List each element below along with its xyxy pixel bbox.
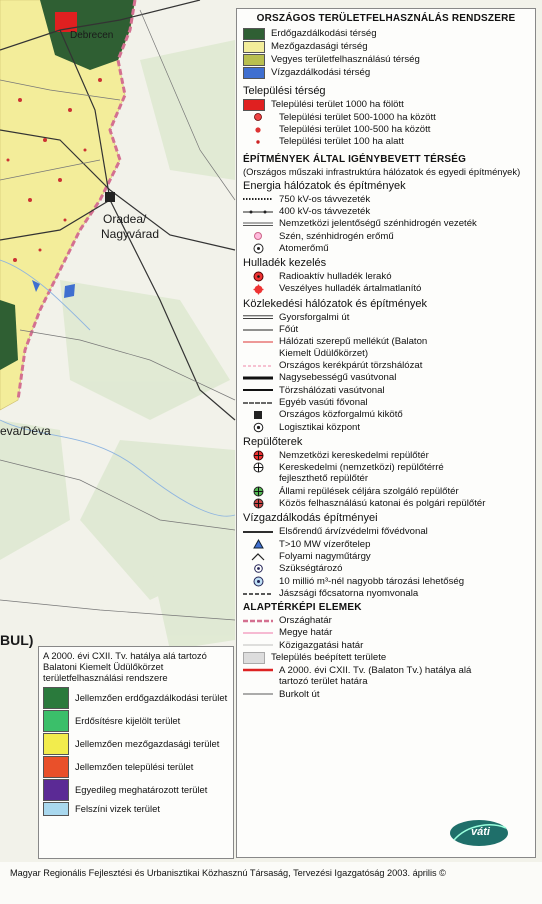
county-line-icon <box>243 627 273 638</box>
legend-label: Főút <box>279 324 299 335</box>
large-dot-icon <box>243 112 273 123</box>
legend-label: Hálózati szerepű mellékút (Balaton Kiemelt Üdülőkörzet) <box>279 336 428 359</box>
legend-row-transport <box>243 422 529 433</box>
border-line-icon <box>243 615 273 626</box>
map-legend <box>236 8 536 858</box>
legend-row-transport <box>243 336 529 359</box>
legend-row-settlement <box>243 112 529 123</box>
legend-row-transport <box>243 324 529 335</box>
thin-line-icon <box>243 324 273 335</box>
legend-row-land-use <box>243 54 529 66</box>
legend-row-settlement <box>243 136 529 147</box>
legend-row-base <box>243 652 529 664</box>
vati-logo <box>448 818 510 848</box>
thick-black-line-icon <box>243 372 273 383</box>
legend-label: Vízgazdálkodási térség <box>271 67 371 79</box>
legend-row-transport <box>243 409 529 420</box>
legend-row-transport <box>243 397 529 408</box>
legend-row-energy <box>243 206 529 217</box>
legend-label: Település beépített területe <box>271 652 387 664</box>
small-dot-icon <box>243 137 273 148</box>
legend-label: Logisztikai központ <box>279 421 361 433</box>
legend-label: Közigazgatási határ <box>279 639 364 651</box>
legend-row-airport <box>243 498 529 509</box>
hazard-icon <box>243 284 273 295</box>
legend-title: ORSZÁGOS TERÜLETFELHASZNÁLÁS RENDSZERE <box>256 13 516 24</box>
legend-label: Erdőgazdálkodási térség <box>271 28 377 40</box>
legend-label: Elsőrendű árvízvédelmi fővédvonal <box>279 526 428 538</box>
admin-line-icon <box>243 640 273 651</box>
legend-label: Országhatár <box>279 614 332 626</box>
hydro-icon <box>243 539 273 550</box>
legend-label: Nagysebességű vasútvonal <box>279 372 397 384</box>
legend-label: Közös felhasználású katonai és polgári repülőtér <box>279 498 486 510</box>
airport-green-icon <box>243 486 273 497</box>
city-label-deva: eva/Déva <box>0 424 51 438</box>
legend-row-water <box>243 563 529 574</box>
inset-row <box>43 687 229 709</box>
legend-row-transport <box>243 372 529 383</box>
settlement-title: Települési térség <box>243 84 326 97</box>
airports-title: Repülőterek <box>243 435 303 448</box>
radioactive-icon <box>243 271 273 282</box>
legend-label: 10 millió m³-nél nagyobb tározási lehetőség <box>279 575 465 587</box>
legend-label: Nemzetközi jelentőségű szénhidrogén vezeték <box>279 218 477 230</box>
land-use-list <box>243 28 529 79</box>
mixed-swatch <box>243 54 265 66</box>
dash-line-icon <box>243 588 273 599</box>
waste-title: Hulladék kezelés <box>243 257 327 270</box>
inset-row <box>43 733 229 755</box>
thin-rail-line-icon <box>243 397 273 408</box>
base-title: ALAPTÉRKÉPI ELEMEK <box>243 602 362 614</box>
legend-row-settlement <box>243 124 529 135</box>
city-label-nagyvarad: Nagyvárad <box>101 227 160 241</box>
legend-row-transport <box>243 312 529 323</box>
inset-label: Jellemzően települési terület <box>75 761 194 773</box>
inset-label: Erdősítésre kijelölt terület <box>75 715 181 727</box>
legend-label: Mezőgazdasági térség <box>271 41 368 53</box>
legend-row-water <box>243 539 529 550</box>
footer-credit <box>0 862 542 904</box>
energy-title: Energia hálózatok és építmények <box>243 179 406 192</box>
airport-red-icon <box>243 450 273 461</box>
legend-row-transport <box>243 385 529 396</box>
country-label-bulgaria: BUL) <box>0 632 34 648</box>
red-square-icon <box>243 99 265 111</box>
legend-label: Veszélyes hulladék ártalmatlanító <box>279 283 422 295</box>
legend-row-energy <box>243 243 529 254</box>
legend-label: A 2000. évi CXII. Tv. (Balaton Tv.) hatálya alá tartozó terület határa <box>279 664 472 688</box>
grey-box-icon <box>243 652 265 664</box>
water-swatch <box>243 67 265 79</box>
legend-label: Országos közforgalmú kikötő <box>279 409 403 421</box>
inset-label: Felszíni vizek terület <box>75 803 160 815</box>
water-title: Vízgazdálkodás építményei <box>243 512 378 525</box>
legend-row-base <box>243 689 529 700</box>
inset-agriculture-swatch <box>43 733 69 755</box>
legend-row-water <box>243 576 529 587</box>
inset-row <box>43 756 229 778</box>
legend-row-land-use <box>243 41 529 53</box>
legend-label: T>10 MW vízerőtelep <box>279 538 371 550</box>
balaton-inset-legend <box>38 646 234 859</box>
logo-text: váti <box>471 826 490 838</box>
forest-swatch <box>243 28 265 40</box>
legend-label: 750 kV-os távvezeték <box>279 193 371 205</box>
agriculture-swatch <box>243 41 265 53</box>
legend-row-airport <box>243 462 529 485</box>
port-icon <box>243 409 273 420</box>
legend-row-water <box>243 526 529 537</box>
thick-line-icon <box>243 526 273 537</box>
inset-row <box>43 802 229 816</box>
red-thin-line-icon <box>243 336 273 347</box>
legend-label: Törzshálózati vasútvonal <box>279 384 385 396</box>
legend-row-waste <box>243 271 529 282</box>
medium-dot-icon <box>243 124 273 135</box>
infra-subtitle: (Országos műszaki infrastruktúra hálózatok és egyedi építmények) <box>243 165 521 177</box>
inset-title: A 2000. évi CXII. Tv. hatálya alá tartozó Balatoni Kiemelt Üdülőkörzet területfelhasználási rendszere <box>43 650 207 683</box>
inset-forest-swatch <box>43 687 69 709</box>
legend-label: Egyéb vasúti fővonal <box>279 396 368 408</box>
legend-row-waste <box>243 283 529 294</box>
inset-settlement-swatch <box>43 756 69 778</box>
legend-row-airport <box>243 450 529 461</box>
legend-label: Települési terület 100-500 ha között <box>279 124 431 136</box>
legend-row-energy <box>243 218 529 229</box>
city-label-debrecen: Debrecen <box>70 30 114 41</box>
airport-icon <box>243 462 273 473</box>
legend-label: Atomerőmű <box>279 242 329 254</box>
inset-row <box>43 779 229 801</box>
line-dots-icon <box>243 206 273 217</box>
inset-afforestation-swatch <box>43 710 69 732</box>
legend-row-land-use <box>243 67 529 79</box>
red-thick-line-icon <box>243 665 273 676</box>
legend-label: Települési terület 500-1000 ha között <box>279 111 436 123</box>
logistics-icon <box>243 422 273 433</box>
legend-row-transport <box>243 360 529 371</box>
dotted-line-icon <box>243 194 273 205</box>
thin-line-icon <box>243 689 273 700</box>
legend-label: Állami repülések céljára szolgáló repülőtér <box>279 485 459 497</box>
big-reservoir-icon <box>243 576 273 587</box>
legend-row-airport <box>243 486 529 497</box>
airport-mixed-icon <box>243 498 273 509</box>
inset-label: Egyedileg meghatározott terület <box>75 784 208 796</box>
legend-row-water <box>243 588 529 599</box>
legend-label: Jászsági főcsatorna nyomvonala <box>279 587 419 599</box>
atom-icon <box>243 243 273 254</box>
legend-label: Szükségtározó <box>279 563 343 575</box>
infra-title: ÉPÍTMÉNYEK ÁLTAL IGÉNYBEVETT TÉRSÉG <box>243 153 467 165</box>
legend-row-energy <box>243 231 529 242</box>
legend-label: Radioaktív hulladék lerakó <box>279 271 392 283</box>
legend-row-base <box>243 665 529 688</box>
inset-row <box>43 710 229 732</box>
inset-label: Jellemzően mezőgazdasági terület <box>75 738 220 750</box>
city-label-oradea: Oradea/ <box>103 212 147 226</box>
pink-circle-icon <box>243 231 273 242</box>
legend-label: Országos kerékpárút törzshálózat <box>279 359 423 371</box>
inset-special-swatch <box>43 779 69 801</box>
weir-icon <box>243 551 273 562</box>
transport-title: Közlekedési hálózatok és építmények <box>243 297 428 310</box>
inset-water-swatch <box>43 802 69 816</box>
dashed-pink-line-icon <box>243 360 273 371</box>
legend-row-base <box>243 640 529 651</box>
inset-label: Jellemzően erdőgazdálkodási terület <box>75 692 228 704</box>
legend-row-base <box>243 627 529 638</box>
legend-row-base <box>243 615 529 626</box>
legend-row-water <box>243 551 529 562</box>
legend-label: Vegyes területfelhasználású térség <box>271 54 420 66</box>
legend-label: Folyami nagyműtárgy <box>279 550 371 562</box>
legend-label: Megye határ <box>279 627 333 639</box>
legend-label: Burkolt út <box>279 688 320 700</box>
legend-label: Nemzetközi kereskedelmi repülőtér <box>279 449 429 461</box>
double-line-icon <box>243 312 273 323</box>
legend-row-settlement <box>243 99 529 111</box>
legend-label: Települési terület 100 ha alatt <box>279 136 404 148</box>
reservoir-icon <box>243 563 273 574</box>
rail-line-icon <box>243 385 273 396</box>
double-line-icon <box>243 218 273 229</box>
legend-label: Kereskedelmi (nemzetközi) repülőtérré fejleszthető repülőtér <box>279 462 444 485</box>
legend-label: 400 kV-os távvezeték <box>279 205 371 217</box>
legend-label: Települési terület 1000 ha fölött <box>271 99 404 111</box>
legend-row-energy <box>243 194 529 205</box>
legend-label: Gyorsforgalmi út <box>279 311 350 323</box>
legend-label: Szén, szénhidrogén erőmű <box>279 230 394 242</box>
legend-row-land-use <box>243 28 529 40</box>
footer-text: Magyar Regionális Fejlesztési és Urbanisztikai Közhasznú Társaság, Tervezési Igazgatóság 2003. április © <box>10 868 446 878</box>
